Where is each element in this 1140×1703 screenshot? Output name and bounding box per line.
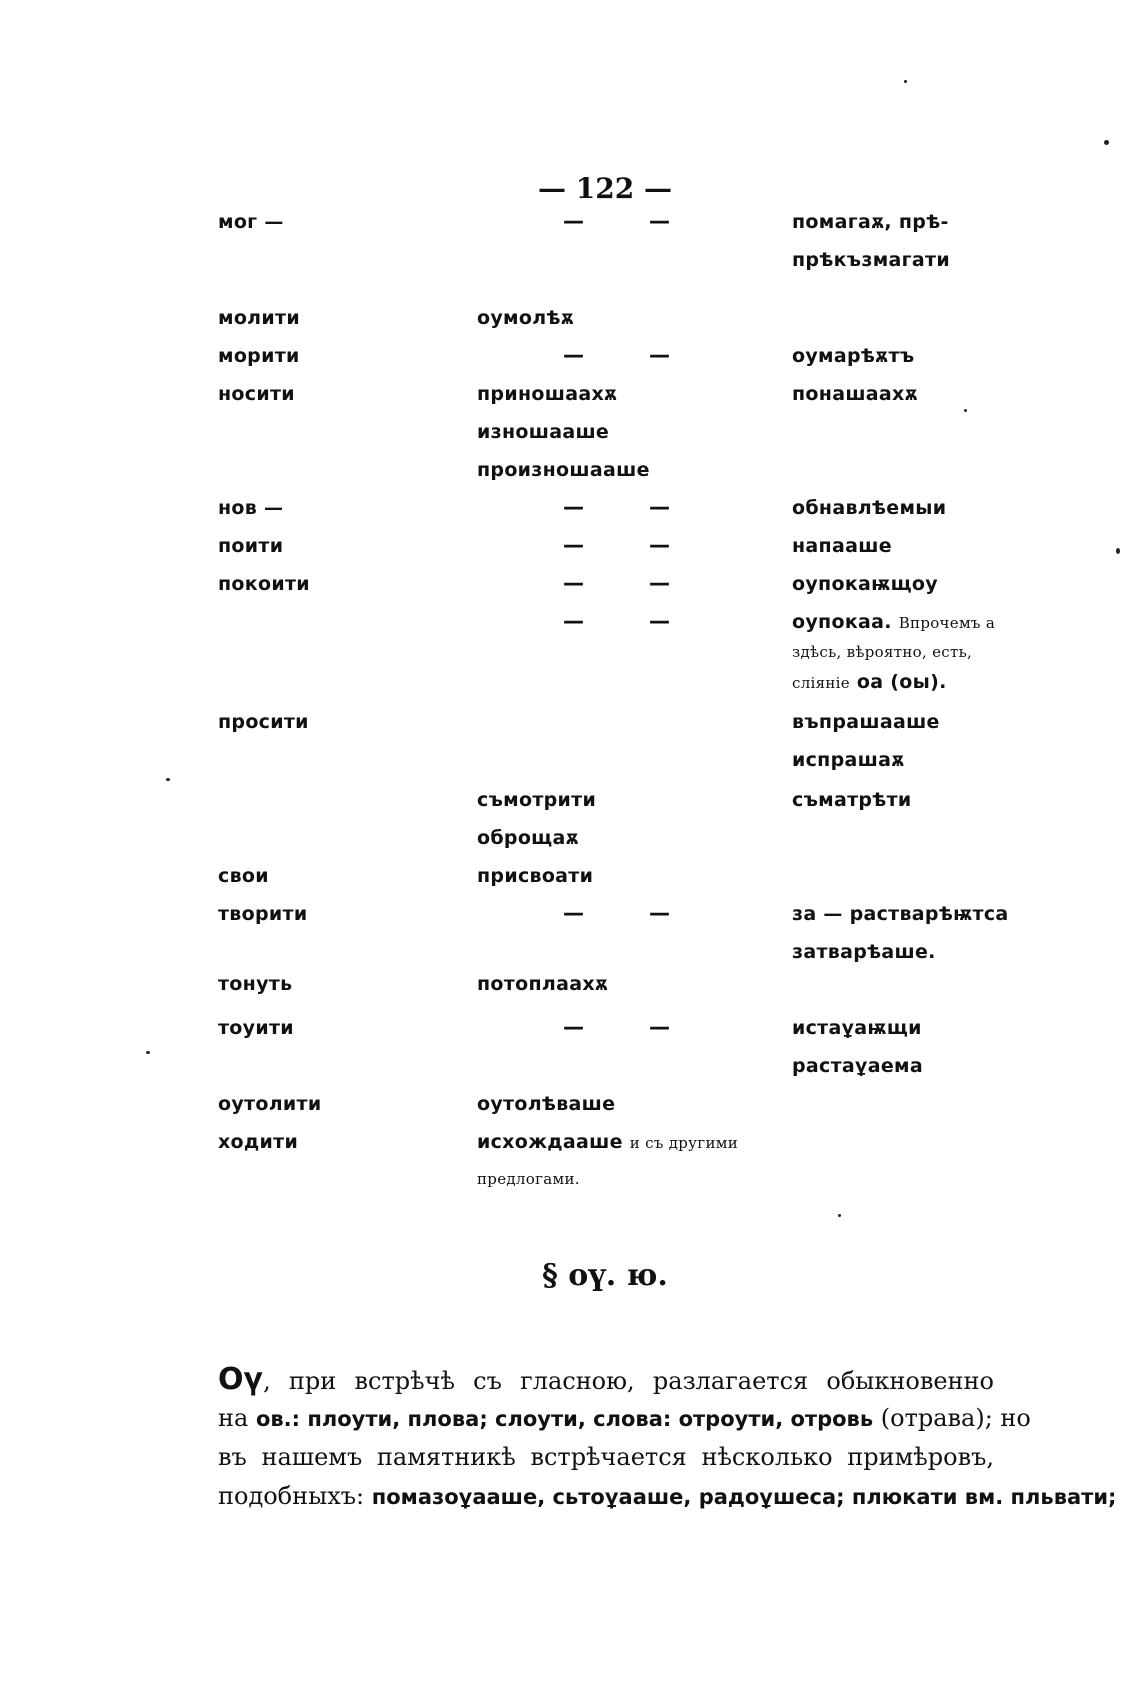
dash-mark: —	[563, 495, 584, 519]
table-cell-col4: въпрашааше	[792, 711, 940, 733]
paragraph-line	[218, 1362, 994, 1397]
table-cell-col1: покоити	[218, 573, 310, 595]
dash-mark: —	[649, 209, 670, 233]
table-cell-col1: творити	[218, 903, 308, 925]
table-cell-col2: произношааше	[477, 459, 650, 481]
table-cell-col2: присвоати	[477, 865, 594, 887]
table-cell-col2: оумолѣѫ	[477, 307, 575, 329]
dash-mark: —	[649, 609, 670, 633]
dash-mark: —	[563, 901, 584, 925]
table-cell-col1: морити	[218, 345, 300, 367]
table-cell-col4: за — растварѣѭтса	[792, 903, 1009, 925]
dash-mark: —	[563, 1015, 584, 1039]
table-cell-col4: помагаѫ, прѣ-	[792, 211, 949, 233]
table-cell-col1: молити	[218, 307, 300, 329]
table-cell-col1: тонуть	[218, 973, 293, 995]
table-cell-col4: затварѣаше.	[792, 941, 936, 963]
table-cell-col4: обнавлѣемыи	[792, 497, 947, 519]
dash-mark: —	[649, 901, 670, 925]
scan-speck	[1116, 548, 1120, 554]
table-cell-col1: нов —	[218, 497, 284, 519]
paragraph-text: , при встрѣчѣ съ гласною, разлагается обыкновенно	[263, 1367, 994, 1395]
table-cell-col2: потоплаахѫ	[477, 973, 609, 995]
note-text: и съ другими	[629, 1134, 739, 1152]
slavonic-word: оупокаа.	[792, 611, 892, 633]
paragraph-text: на	[218, 1404, 249, 1432]
dash-mark: —	[563, 343, 584, 367]
slavonic-examples: помазоұааше, сьтоұааше, радоұшеса; плюкати вм. пльвати;	[371, 1485, 1117, 1509]
page-number: — 122 —	[538, 172, 672, 205]
note-text: здѣсь, вѣроятно, есть,	[792, 643, 973, 661]
scan-speck	[838, 1214, 841, 1217]
dash-mark: —	[649, 533, 670, 557]
scan-speck	[1104, 140, 1109, 145]
table-cell-col4: оумарѣѫтъ	[792, 345, 915, 367]
table-cell-col1: свои	[218, 865, 269, 887]
dash-mark: —	[649, 1015, 670, 1039]
table-cell-col4	[792, 611, 995, 633]
section-heading: § оү. ю.	[542, 1258, 668, 1293]
note-text: предлогами.	[477, 1170, 580, 1188]
table-cell-col2: приношаахѫ	[477, 383, 618, 405]
table-cell-col1: поити	[218, 535, 284, 557]
table-cell-col4: понашаахѫ	[792, 383, 918, 405]
paragraph-line	[218, 1404, 1031, 1432]
table-cell-col2: изношааше	[477, 421, 610, 443]
dash-mark: —	[649, 495, 670, 519]
scan-speck	[166, 778, 170, 781]
dash-mark: —	[563, 209, 584, 233]
table-cell-col4: прѣкъзмагати	[792, 249, 950, 271]
table-cell-col4	[792, 671, 947, 693]
table-cell-col1: просити	[218, 711, 309, 733]
dash-mark: —	[649, 571, 670, 595]
slavonic-examples: ов.: плоути, плова; слоути, слова: отроути, отровь	[255, 1407, 874, 1431]
scan-speck	[904, 80, 907, 83]
paragraph-line	[218, 1482, 1117, 1510]
paragraph-text: подобныхъ:	[218, 1482, 365, 1510]
note-text: Впрочемъ а	[898, 614, 996, 632]
table-cell-col1: тоуити	[218, 1017, 294, 1039]
table-cell-col4: растаұаема	[792, 1055, 923, 1077]
table-cell-col2: оброщаѫ	[477, 827, 579, 849]
table-cell-col1: мог —	[218, 211, 284, 233]
table-cell-col2: съмотрити	[477, 789, 597, 811]
slavonic-word: оа (оы).	[856, 671, 947, 693]
dash-mark: —	[563, 571, 584, 595]
dash-mark: —	[649, 343, 670, 367]
table-cell-col1: носити	[218, 383, 295, 405]
table-cell-col1: ходити	[218, 1131, 299, 1153]
table-cell-col4: испрашаѫ	[792, 749, 905, 771]
table-cell-col4: напааше	[792, 535, 892, 557]
scan-speck	[146, 1051, 150, 1054]
table-cell-col1: оутолити	[218, 1093, 322, 1115]
table-cell-col2: оутолѣваше	[477, 1093, 616, 1115]
note-text: сліяніе	[792, 674, 850, 692]
initial-letters: Оү	[218, 1362, 264, 1397]
table-cell-col2	[477, 1131, 738, 1153]
slavonic-word: исхождааше	[477, 1131, 623, 1153]
table-cell-col4: съматрѣти	[792, 789, 912, 811]
scan-speck	[964, 409, 967, 412]
dash-mark: —	[563, 609, 584, 633]
table-cell-col4: истаұаѭщи	[792, 1017, 922, 1039]
table-cell-col4: оупокаѭщоу	[792, 573, 938, 595]
paragraph-line: въ нашемъ памятникѣ встрѣчается нѣсколько примѣровъ,	[218, 1443, 994, 1471]
dash-mark: —	[563, 533, 584, 557]
paragraph-text: (отрава); но	[880, 1404, 1031, 1432]
